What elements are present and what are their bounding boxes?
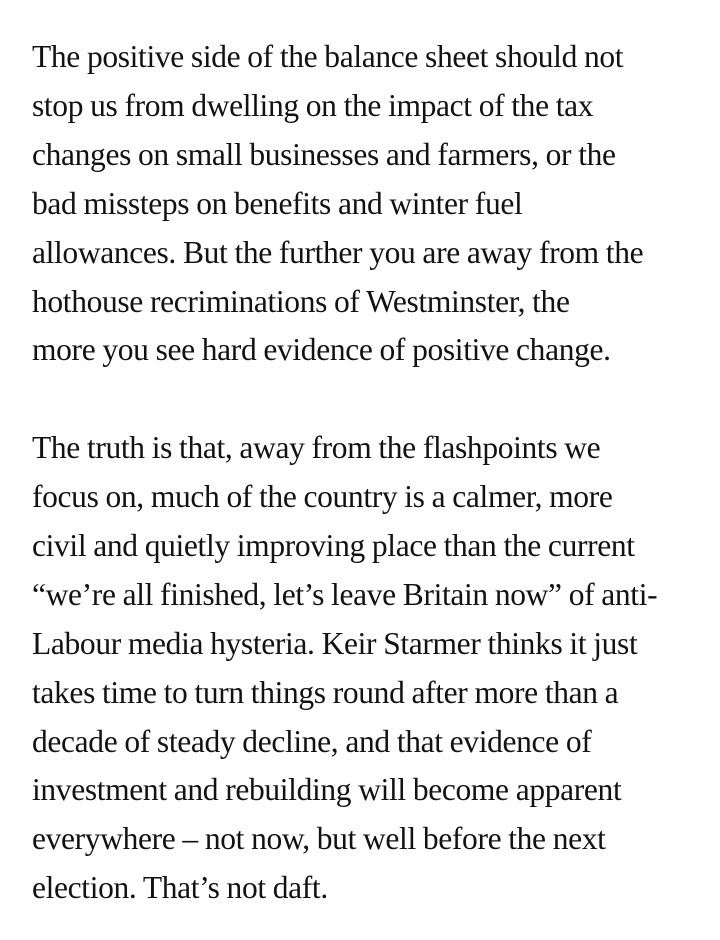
paragraph-line: takes time to turn things round after more than a	[32, 674, 619, 710]
paragraph-line: civil and quietly improving place than the current	[32, 527, 635, 563]
paragraph-1	[32, 33, 702, 375]
paragraph-line: Labour media hysteria. Keir Starmer thinks it just	[32, 625, 638, 661]
paragraph-line: changes on small businesses and farmers, or the	[32, 136, 616, 172]
paragraph-line: investment and rebuilding will become apparent	[32, 772, 622, 808]
paragraph-line: focus on, much of the country is a calmer, more	[32, 479, 613, 515]
paragraph-line: more you see hard evidence of positive change.	[32, 332, 611, 368]
paragraph-line: election. That’s not daft.	[32, 870, 328, 906]
article-body	[32, 33, 702, 913]
paragraph-line: everywhere – not now, but well before the next	[32, 821, 606, 857]
paragraph-line: allowances. But the further you are away from the	[32, 234, 644, 270]
paragraph-line: The truth is that, away from the flashpoints we	[32, 430, 601, 466]
paragraph-line: decade of steady decline, and that evidence of	[32, 723, 592, 759]
paragraph-2	[32, 424, 702, 913]
paragraph-line: bad missteps on benefits and winter fuel	[32, 185, 523, 221]
paragraph-line: The positive side of the balance sheet should not	[32, 39, 624, 74]
paragraph-line: hothouse recriminations of Westminster, the	[32, 283, 570, 319]
paragraph-line: “we’re all finished, let’s leave Britain now” of anti-	[32, 576, 658, 612]
paragraph-line: stop us from dwelling on the impact of the tax	[32, 87, 594, 123]
